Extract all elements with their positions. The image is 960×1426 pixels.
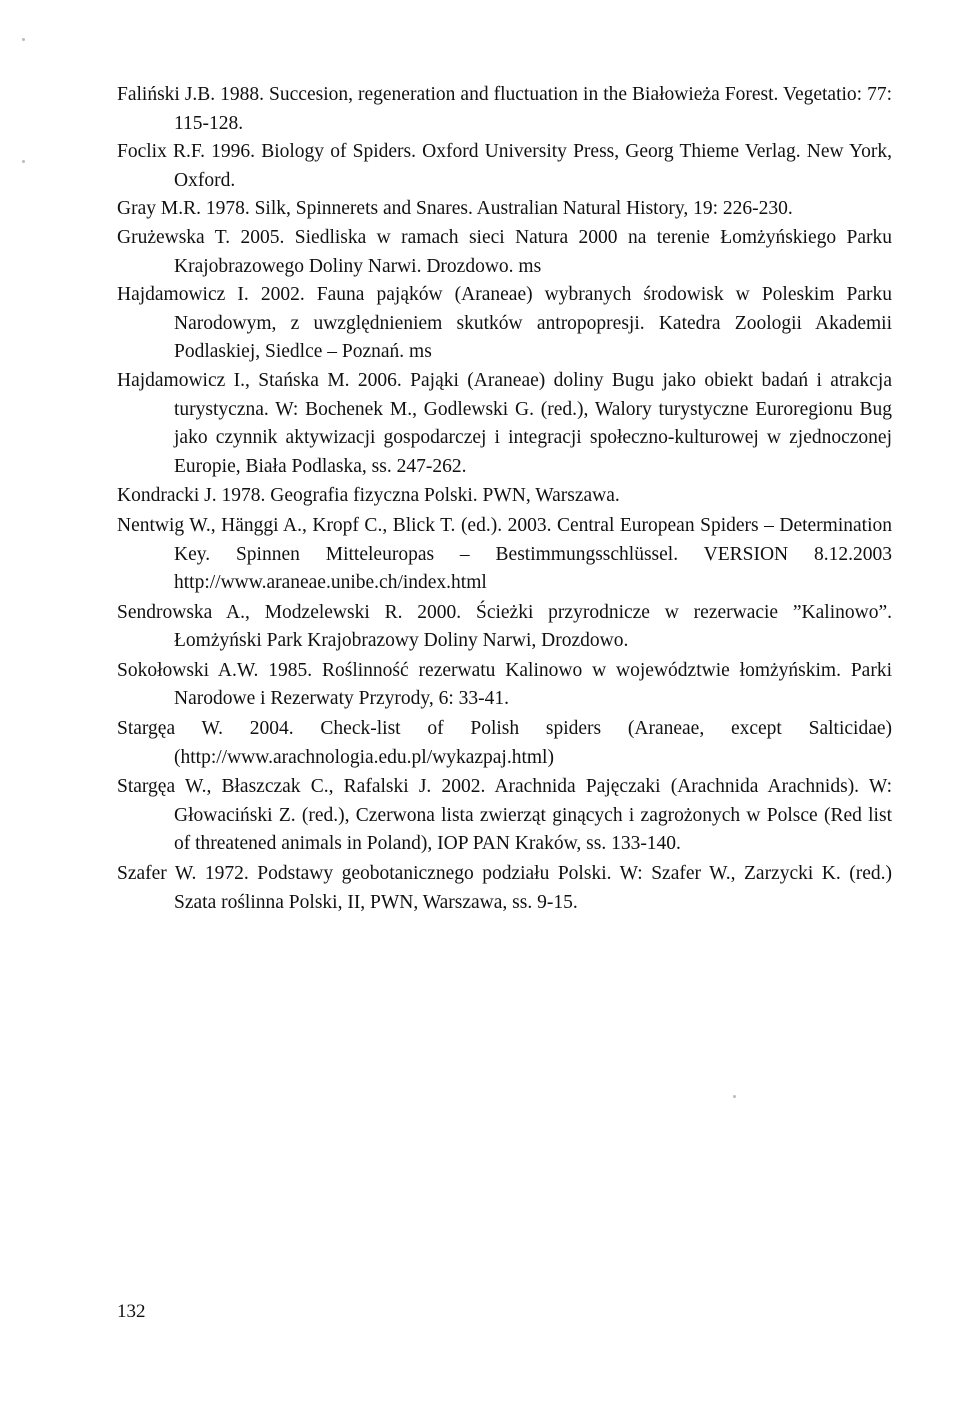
reference-entry: Grużewska T. 2005. Siedliska w ramach sieci Natura 2000 na terenie Łomżyńskiego Parku Krajobrazowego Doliny Narwi. Drozdowo. ms xyxy=(117,226,892,277)
scan-speck xyxy=(733,1095,736,1098)
page-number: 132 xyxy=(117,1301,146,1322)
reference-entry: Faliński J.B. 1988. Succesion, regeneration and fluctuation in the Białowieża Forest. Vegetatio: 77: 115-128. xyxy=(117,84,892,134)
reference-entry: Szafer W. 1972. Podstawy geobotanicznego podziału Polski. W: Szafer W., Zarzycki K. (red.) Szata roślinna Polski, II, PWN, Warszawa, ss. 9-15. xyxy=(117,863,892,913)
reference-entry: Stargęa W., Błaszczak C., Rafalski J. 2002. Arachnida Pajęczaki (Arachnida Arachnids). W: Głowaciński Z. (red.), Czerwona lista zwierząt ginących i zagrożonych w Polsce (Red list of threatened animals in Poland), IOP PAN Kraków, ss. 133-140. xyxy=(117,776,892,855)
reference-list xyxy=(117,81,892,917)
reference-entry: Hajdamowicz I., Stańska M. 2006. Pająki (Araneae) doliny Bugu jako obiekt badań i atrakcja turystyczna. W: Bochenek M., Godlewski G. (red.), Walory turystyczne Euroregionu Bug jako czynnik aktywizacji gospodarczej i integracji społeczno-kulturowej w zjednoczonej Europie, Biała Podlaska, ss. 247-262. xyxy=(117,369,892,477)
reference-entry: Nentwig W., Hänggi A., Kropf C., Blick T. (ed.). 2003. Central European Spiders – Determination Key. Spinnen Mitteleuropas – Bestimmungsschlüssel. VERSION 8.12.2003 http://www.araneae.unibe.ch/index.html xyxy=(117,514,892,594)
reference-entry: Sokołowski A.W. 1985. Roślinność rezerwatu Kalinowo w województwie łomżyńskim. Parki Narodowe i Rezerwaty Przyrody, 6: 33-41. xyxy=(117,659,892,710)
reference-entry: Hajdamowicz I. 2002. Fauna pająków (Araneae) wybranych środowisk w Poleskim Parku Narodowym, z uwzględnieniem skutków antropopresji. Katedra Zoologii Akademii Podlaskiej, Siedlce – Poznań. ms xyxy=(117,284,892,363)
reference-entry: Sendrowska A., Modzelewski R. 2000. Ścieżki przyrodnicze w rezerwacie ”Kalinowo”. Łomżyński Park Krajobrazowy Doliny Narwi, Drozdowo. xyxy=(117,601,892,652)
reference-entry: Gray M.R. 1978. Silk, Spinnerets and Snares. Australian Natural History, 19: 226-230. xyxy=(117,198,793,220)
reference-entry: Kondracki J. 1978. Geografia fizyczna Polski. PWN, Warszawa. xyxy=(117,485,620,507)
reference-entry: Stargęa W. 2004. Check-list of Polish spiders (Araneae, except Salticidae) (http://www.arachnologia.edu.pl/wykazpaj.html) xyxy=(117,718,892,768)
reference-entry: Foclix R.F. 1996. Biology of Spiders. Oxford University Press, Georg Thieme Verlag. New York, Oxford. xyxy=(117,141,892,191)
scan-speck xyxy=(22,38,25,41)
scan-speck xyxy=(22,160,25,163)
